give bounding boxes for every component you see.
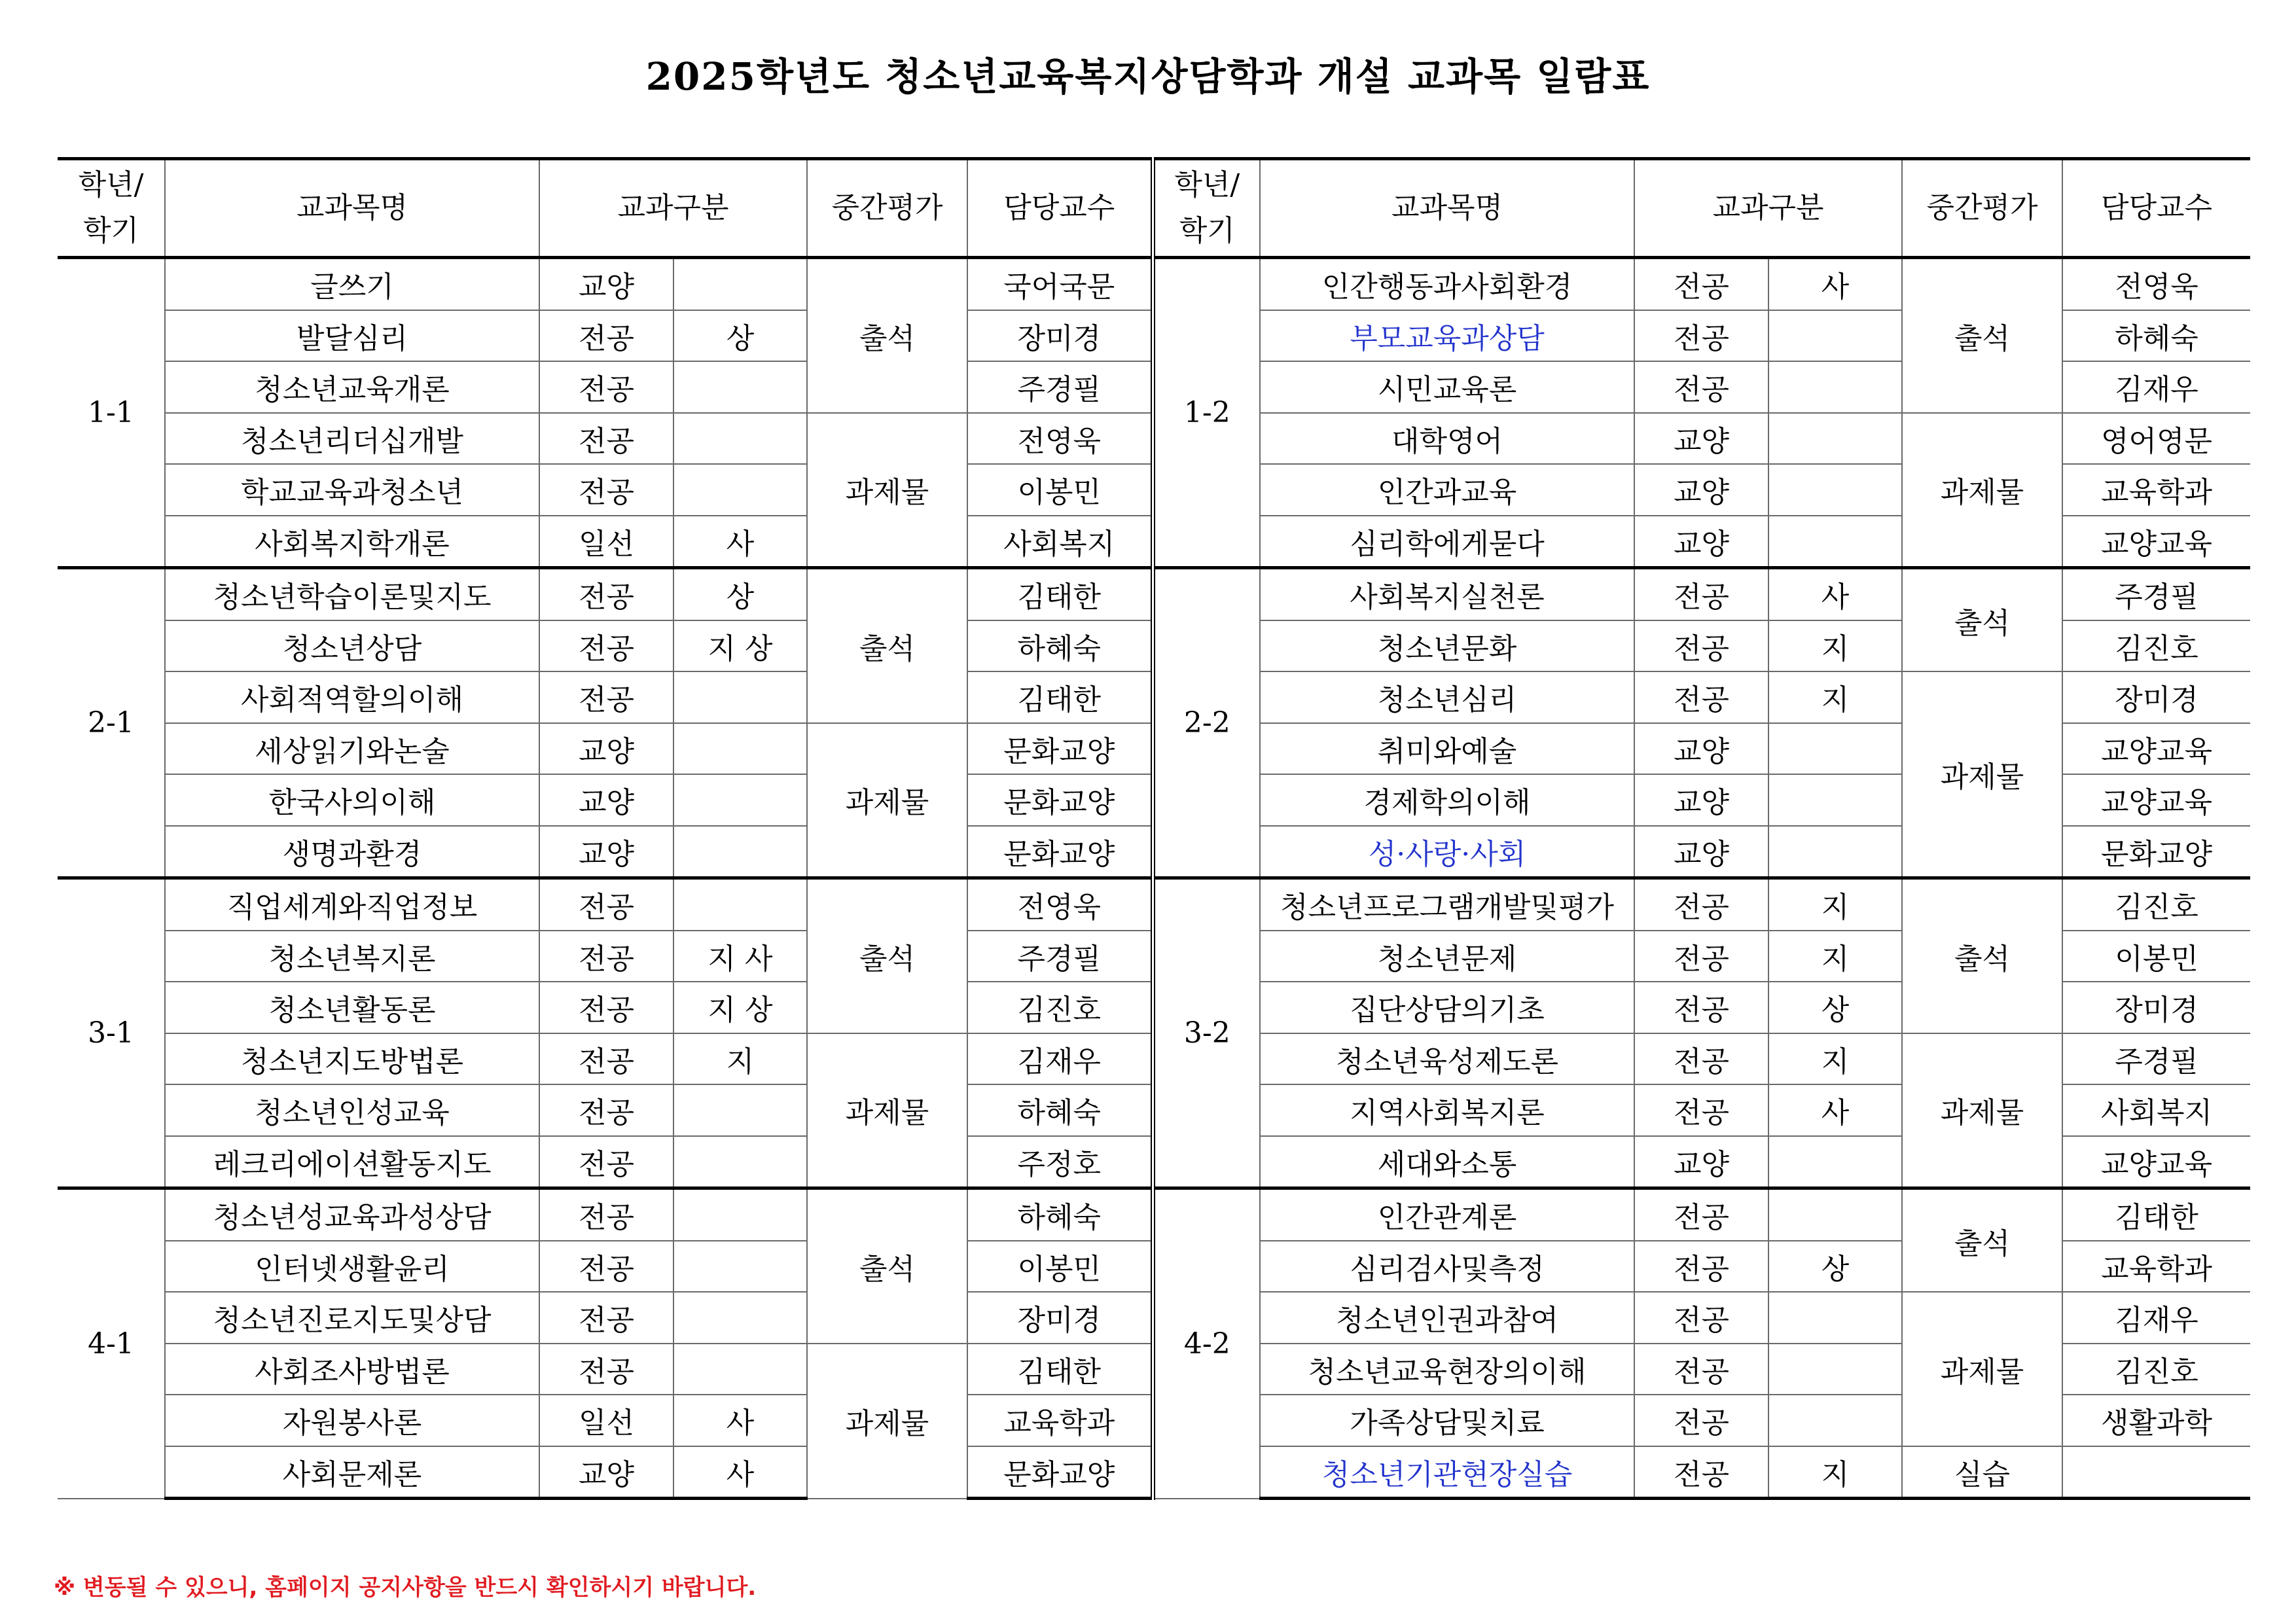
term-cell: 3-2 bbox=[1153, 878, 1260, 1188]
course-type: 전공 bbox=[1634, 982, 1768, 1033]
professor: 사회복지 bbox=[2062, 1084, 2250, 1136]
course-type: 전공 bbox=[1634, 1292, 1768, 1344]
course-type: 전공 bbox=[1634, 310, 1768, 362]
course-tag: 상 bbox=[1768, 1241, 1902, 1293]
course-type: 전공 bbox=[1634, 1188, 1768, 1241]
course-type: 교양 bbox=[539, 258, 673, 310]
course-name: 생명과환경 bbox=[165, 826, 539, 878]
professor: 영어영문 bbox=[2062, 413, 2250, 465]
course-tag bbox=[1768, 723, 1902, 775]
course-type: 전공 bbox=[539, 361, 673, 413]
course-name: 시민교육론 bbox=[1260, 361, 1634, 413]
course-type: 전공 bbox=[539, 1292, 673, 1344]
course-tag bbox=[673, 671, 807, 723]
eval-cell: 출석 bbox=[807, 1188, 967, 1344]
eval-cell: 출석 bbox=[807, 568, 967, 723]
professor: 주경필 bbox=[967, 931, 1153, 982]
course-name: 인간행동과사회환경 bbox=[1260, 258, 1634, 310]
professor: 문화교양 bbox=[967, 826, 1153, 878]
course-type: 전공 bbox=[1634, 671, 1768, 723]
professor: 전영욱 bbox=[967, 878, 1153, 931]
course-tag: 지 상 bbox=[673, 982, 807, 1033]
course-tag: 사 bbox=[1768, 568, 1902, 620]
course-name: 부모교육과상담 bbox=[1260, 310, 1634, 362]
course-tag bbox=[673, 774, 807, 826]
eval-cell: 과제물 bbox=[1902, 1033, 2062, 1188]
course-type: 전공 bbox=[1634, 361, 1768, 413]
professor: 김진호 bbox=[967, 982, 1153, 1033]
course-name: 청소년교육현장의이해 bbox=[1260, 1344, 1634, 1395]
course-tag: 지 bbox=[1768, 878, 1902, 931]
course-name: 직업세계와직업정보 bbox=[165, 878, 539, 931]
course-tag bbox=[673, 878, 807, 931]
course-name: 청소년지도방법론 bbox=[165, 1033, 539, 1085]
header-professor: 담당교수 bbox=[2062, 159, 2250, 258]
course-name: 청소년학습이론및지도 bbox=[165, 568, 539, 620]
eval-cell: 과제물 bbox=[1902, 413, 2062, 568]
professor: 하혜숙 bbox=[967, 1188, 1153, 1241]
course-name: 사회복지실천론 bbox=[1260, 568, 1634, 620]
course-tag bbox=[673, 1241, 807, 1293]
eval-cell: 출석 bbox=[1902, 878, 2062, 1033]
professor: 김진호 bbox=[2062, 620, 2250, 672]
course-name: 대학영어 bbox=[1260, 413, 1634, 465]
term-cell: 4-1 bbox=[58, 1188, 165, 1499]
course-type: 전공 bbox=[1634, 1084, 1768, 1136]
course-tag bbox=[673, 1136, 807, 1188]
course-tag bbox=[673, 413, 807, 465]
course-table bbox=[58, 157, 2250, 1500]
course-tag bbox=[673, 723, 807, 775]
course-tag: 지 bbox=[1768, 1446, 1902, 1499]
course-name: 심리학에게묻다 bbox=[1260, 516, 1634, 568]
course-name: 세대와소통 bbox=[1260, 1136, 1634, 1188]
course-type: 전공 bbox=[539, 878, 673, 931]
professor: 장미경 bbox=[967, 1292, 1153, 1344]
eval-cell: 실습 bbox=[1902, 1446, 2062, 1499]
header-category: 교과구분 bbox=[539, 159, 807, 258]
professor: 김태한 bbox=[967, 671, 1153, 723]
header-midterm: 중간평가 bbox=[1902, 159, 2062, 258]
course-name: 성·사랑·사회 bbox=[1260, 826, 1634, 878]
professor: 주경필 bbox=[2062, 568, 2250, 620]
course-type: 전공 bbox=[1634, 878, 1768, 931]
table-row bbox=[58, 568, 2250, 620]
course-type: 전공 bbox=[539, 1344, 673, 1395]
professor: 전영욱 bbox=[967, 413, 1153, 465]
term-cell: 2-1 bbox=[58, 568, 165, 878]
course-name: 사회문제론 bbox=[165, 1446, 539, 1499]
course-tag bbox=[1768, 464, 1902, 516]
professor: 김태한 bbox=[967, 1344, 1153, 1395]
course-name: 청소년기관현장실습 bbox=[1260, 1446, 1634, 1499]
term-cell: 3-1 bbox=[58, 878, 165, 1188]
course-tag bbox=[1768, 1395, 1902, 1446]
course-name: 청소년문화 bbox=[1260, 620, 1634, 672]
course-type: 교양 bbox=[539, 826, 673, 878]
header-professor: 담당교수 bbox=[967, 159, 1153, 258]
notice-text: ※ 변동될 수 있으니, 홈페이지 공지사항을 반드시 확인하시기 바랍니다. bbox=[54, 1575, 757, 1601]
course-type: 전공 bbox=[539, 1136, 673, 1188]
course-name: 글쓰기 bbox=[165, 258, 539, 310]
professor: 하혜숙 bbox=[967, 1084, 1153, 1136]
course-tag bbox=[1768, 774, 1902, 826]
eval-cell: 출석 bbox=[807, 258, 967, 413]
course-type: 전공 bbox=[539, 1084, 673, 1136]
course-type: 교양 bbox=[539, 1446, 673, 1499]
professor: 교양교육 bbox=[2062, 516, 2250, 568]
course-name: 청소년프로그램개발및평가 bbox=[1260, 878, 1634, 931]
professor: 김태한 bbox=[2062, 1188, 2250, 1241]
course-type: 전공 bbox=[1634, 258, 1768, 310]
course-type: 교양 bbox=[1634, 826, 1768, 878]
course-type: 전공 bbox=[1634, 1446, 1768, 1499]
course-name: 청소년진로지도및상담 bbox=[165, 1292, 539, 1344]
course-type: 전공 bbox=[539, 1241, 673, 1293]
professor: 생활과학 bbox=[2062, 1395, 2250, 1446]
eval-cell: 과제물 bbox=[807, 1033, 967, 1188]
course-tag bbox=[673, 1188, 807, 1241]
course-tag bbox=[673, 1344, 807, 1395]
course-name: 경제학의이해 bbox=[1260, 774, 1634, 826]
header-year-term: 학년/ 학기 bbox=[1153, 159, 1260, 258]
professor: 장미경 bbox=[2062, 671, 2250, 723]
course-type: 교양 bbox=[1634, 1136, 1768, 1188]
term-cell: 1-1 bbox=[58, 258, 165, 568]
course-name: 청소년심리 bbox=[1260, 671, 1634, 723]
course-tag bbox=[1768, 1344, 1902, 1395]
course-name: 인간관계론 bbox=[1260, 1188, 1634, 1241]
professor: 이봉민 bbox=[2062, 931, 2250, 982]
term-cell: 2-2 bbox=[1153, 568, 1260, 878]
course-name: 사회복지학개론 bbox=[165, 516, 539, 568]
page-title: 2025학년도 청소년교육복지상담학과 개설 교과목 일람표 bbox=[645, 54, 1651, 99]
professor: 하혜숙 bbox=[967, 620, 1153, 672]
professor: 김태한 bbox=[967, 568, 1153, 620]
professor: 교육학과 bbox=[967, 1395, 1153, 1446]
course-name: 청소년인권과참여 bbox=[1260, 1292, 1634, 1344]
course-type: 전공 bbox=[1634, 1241, 1768, 1293]
professor: 전영욱 bbox=[2062, 258, 2250, 310]
course-type: 전공 bbox=[539, 620, 673, 672]
course-tag bbox=[1768, 1292, 1902, 1344]
course-tag: 지 bbox=[1768, 931, 1902, 982]
course-type: 교양 bbox=[1634, 516, 1768, 568]
course-type: 교양 bbox=[1634, 723, 1768, 775]
eval-cell: 과제물 bbox=[807, 723, 967, 878]
eval-cell: 출석 bbox=[1902, 1188, 2062, 1293]
course-tag: 지 상 bbox=[673, 620, 807, 672]
course-type: 교양 bbox=[1634, 464, 1768, 516]
professor: 김진호 bbox=[2062, 1344, 2250, 1395]
professor: 장미경 bbox=[967, 310, 1153, 362]
course-tag: 사 bbox=[673, 1395, 807, 1446]
eval-cell: 과제물 bbox=[1902, 671, 2062, 878]
course-type: 전공 bbox=[539, 1188, 673, 1241]
course-name: 사회적역할의이해 bbox=[165, 671, 539, 723]
course-type: 전공 bbox=[539, 568, 673, 620]
professor: 김재우 bbox=[2062, 1292, 2250, 1344]
course-type: 전공 bbox=[1634, 1344, 1768, 1395]
course-name: 학교교육과청소년 bbox=[165, 464, 539, 516]
course-tag bbox=[673, 361, 807, 413]
professor: 김재우 bbox=[2062, 361, 2250, 413]
course-type: 일선 bbox=[539, 1395, 673, 1446]
table-row bbox=[58, 258, 2250, 310]
course-type: 전공 bbox=[1634, 620, 1768, 672]
course-name: 한국사의이해 bbox=[165, 774, 539, 826]
term-cell: 1-2 bbox=[1153, 258, 1260, 568]
course-name: 취미와예술 bbox=[1260, 723, 1634, 775]
professor: 사회복지 bbox=[967, 516, 1153, 568]
professor: 김진호 bbox=[2062, 878, 2250, 931]
course-type: 교양 bbox=[1634, 413, 1768, 465]
course-name: 인터넷생활윤리 bbox=[165, 1241, 539, 1293]
course-type: 일선 bbox=[539, 516, 673, 568]
course-tag bbox=[1768, 1136, 1902, 1188]
course-tag bbox=[1768, 413, 1902, 465]
course-tag: 지 사 bbox=[673, 931, 807, 982]
professor: 국어국문 bbox=[967, 258, 1153, 310]
course-name: 청소년리더십개발 bbox=[165, 413, 539, 465]
eval-cell: 과제물 bbox=[807, 1344, 967, 1499]
course-name: 발달심리 bbox=[165, 310, 539, 362]
course-type: 교양 bbox=[539, 774, 673, 826]
course-tag: 상 bbox=[1768, 982, 1902, 1033]
course-type: 전공 bbox=[1634, 568, 1768, 620]
header-course: 교과목명 bbox=[1260, 159, 1634, 258]
professor: 교양교육 bbox=[2062, 774, 2250, 826]
course-tag bbox=[1768, 1188, 1902, 1241]
table-row bbox=[58, 1188, 2250, 1241]
course-type: 전공 bbox=[1634, 1033, 1768, 1085]
course-name: 청소년성교육과성상담 bbox=[165, 1188, 539, 1241]
course-tag: 지 bbox=[1768, 671, 1902, 723]
course-tag bbox=[1768, 361, 1902, 413]
course-name: 지역사회복지론 bbox=[1260, 1084, 1634, 1136]
course-type: 교양 bbox=[539, 723, 673, 775]
course-type: 전공 bbox=[539, 310, 673, 362]
professor: 문화교양 bbox=[967, 723, 1153, 775]
eval-cell: 과제물 bbox=[807, 413, 967, 568]
course-tag: 사 bbox=[1768, 258, 1902, 310]
course-name: 청소년상담 bbox=[165, 620, 539, 672]
professor: 문화교양 bbox=[967, 774, 1153, 826]
course-type: 전공 bbox=[539, 413, 673, 465]
professor bbox=[2062, 1446, 2250, 1499]
course-tag bbox=[673, 258, 807, 310]
professor: 이봉민 bbox=[967, 1241, 1153, 1293]
course-tag: 사 bbox=[673, 516, 807, 568]
eval-cell: 출석 bbox=[1902, 258, 2062, 413]
course-name: 청소년복지론 bbox=[165, 931, 539, 982]
course-tag bbox=[673, 464, 807, 516]
professor: 교육학과 bbox=[2062, 1241, 2250, 1293]
course-tag: 사 bbox=[1768, 1084, 1902, 1136]
course-name: 인간과교육 bbox=[1260, 464, 1634, 516]
course-name: 청소년문제 bbox=[1260, 931, 1634, 982]
course-name: 청소년인성교육 bbox=[165, 1084, 539, 1136]
course-tag: 사 bbox=[673, 1446, 807, 1499]
course-tag bbox=[1768, 310, 1902, 362]
eval-cell: 과제물 bbox=[1902, 1292, 2062, 1446]
course-tag: 상 bbox=[673, 568, 807, 620]
eval-cell: 출석 bbox=[807, 878, 967, 1033]
course-type: 전공 bbox=[539, 1033, 673, 1085]
header-year-term: 학년/ 학기 bbox=[58, 159, 165, 258]
course-type: 전공 bbox=[539, 931, 673, 982]
course-tag bbox=[673, 826, 807, 878]
course-type: 교양 bbox=[1634, 774, 1768, 826]
course-name: 세상읽기와논술 bbox=[165, 723, 539, 775]
professor: 주경필 bbox=[967, 361, 1153, 413]
course-name: 심리검사및측정 bbox=[1260, 1241, 1634, 1293]
professor: 주정호 bbox=[967, 1136, 1153, 1188]
course-name: 가족상담및치료 bbox=[1260, 1395, 1634, 1446]
eval-cell: 출석 bbox=[1902, 568, 2062, 672]
header-course: 교과목명 bbox=[165, 159, 539, 258]
course-name: 자원봉사론 bbox=[165, 1395, 539, 1446]
course-type: 전공 bbox=[1634, 931, 1768, 982]
course-name: 사회조사방법론 bbox=[165, 1344, 539, 1395]
professor: 장미경 bbox=[2062, 982, 2250, 1033]
header-midterm: 중간평가 bbox=[807, 159, 967, 258]
course-tag: 상 bbox=[673, 310, 807, 362]
professor: 교양교육 bbox=[2062, 1136, 2250, 1188]
course-name: 집단상담의기초 bbox=[1260, 982, 1634, 1033]
course-name: 청소년교육개론 bbox=[165, 361, 539, 413]
course-tag bbox=[673, 1084, 807, 1136]
course-name: 레크리에이션활동지도 bbox=[165, 1136, 539, 1188]
course-type: 전공 bbox=[1634, 1395, 1768, 1446]
course-type: 전공 bbox=[539, 464, 673, 516]
course-tag bbox=[1768, 516, 1902, 568]
professor: 주경필 bbox=[2062, 1033, 2250, 1085]
course-name: 청소년육성제도론 bbox=[1260, 1033, 1634, 1085]
professor: 문화교양 bbox=[2062, 826, 2250, 878]
header-row bbox=[58, 159, 2250, 258]
professor: 이봉민 bbox=[967, 464, 1153, 516]
professor: 교육학과 bbox=[2062, 464, 2250, 516]
professor: 교양교육 bbox=[2062, 723, 2250, 775]
course-type: 전공 bbox=[539, 982, 673, 1033]
course-tag bbox=[673, 1292, 807, 1344]
course-name: 청소년활동론 bbox=[165, 982, 539, 1033]
course-type: 전공 bbox=[539, 671, 673, 723]
professor: 김재우 bbox=[967, 1033, 1153, 1085]
term-cell: 4-2 bbox=[1153, 1188, 1260, 1499]
header-category: 교과구분 bbox=[1634, 159, 1902, 258]
course-tag: 지 bbox=[1768, 1033, 1902, 1085]
professor: 하혜숙 bbox=[2062, 310, 2250, 362]
course-tag: 지 bbox=[673, 1033, 807, 1085]
professor: 문화교양 bbox=[967, 1446, 1153, 1499]
course-tag: 지 bbox=[1768, 620, 1902, 672]
course-tag bbox=[1768, 826, 1902, 878]
table-row bbox=[58, 878, 2250, 931]
